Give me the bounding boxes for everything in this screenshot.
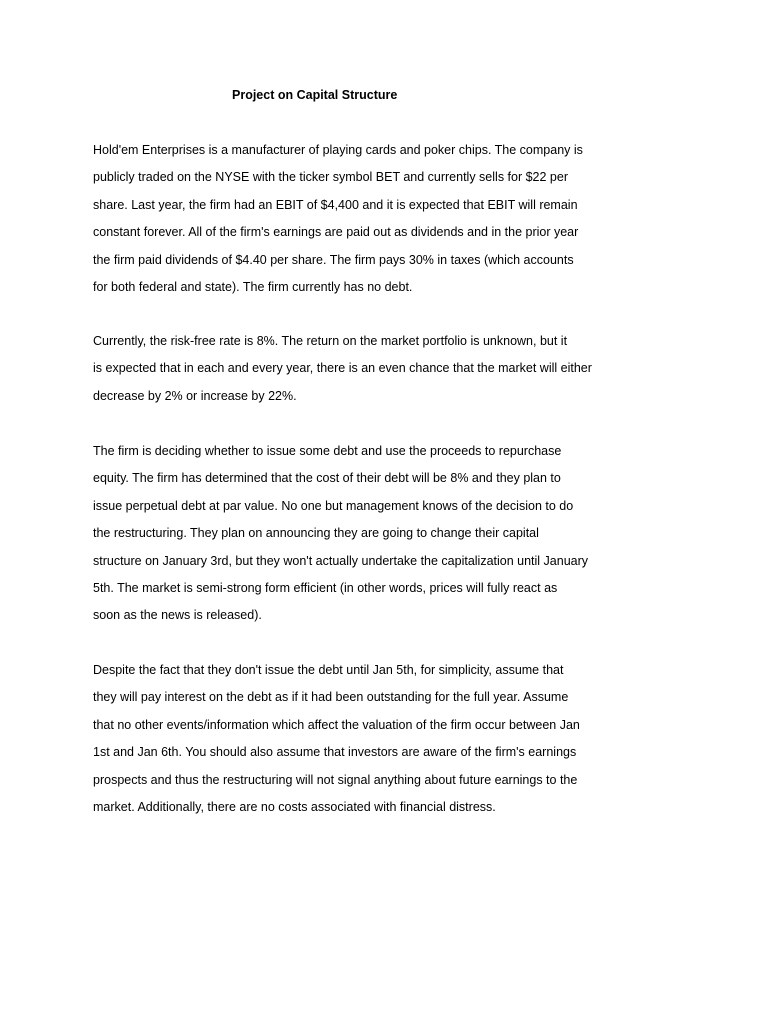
text-line: 5th. The market is semi-strong form efficient (in other words, prices will fully react as <box>93 580 558 595</box>
text-line: that no other events/information which affect the valuation of the firm occur between Jan <box>93 717 580 732</box>
text-line: issue perpetual debt at par value. No one but management knows of the decision to do <box>93 498 574 513</box>
text-line: for both federal and state). The firm currently has no debt. <box>93 279 413 294</box>
text-line: Despite the fact that they don't issue the debt until Jan 5th, for simplicity, assume that <box>93 663 564 677</box>
text-line: constant forever. All of the firm's earnings are paid out as dividends and in the prior year <box>93 225 579 240</box>
text-line: prospects and thus the restructuring will not signal anything about future earnings to the <box>93 772 578 787</box>
text-line: the restructuring. They plan on announcing they are going to change their capital <box>93 526 539 541</box>
text-line: the firm paid dividends of $4.40 per share. The firm pays 30% in taxes (which accounts <box>93 252 574 267</box>
text-line: they will pay interest on the debt as if it had been outstanding for the full year. Assume <box>93 690 569 705</box>
text-line: soon as the news is released). <box>93 608 262 623</box>
text-line: is expected that in each and every year, there is an even chance that the market will either <box>93 361 592 376</box>
paragraph-market-rates <box>93 328 633 410</box>
text-line: The firm is deciding whether to issue some debt and use the proceeds to repurchase <box>93 444 562 458</box>
text-line: 1st and Jan 6th. You should also assume that investors are aware of the firm's earnings <box>93 745 577 760</box>
text-line: publicly traded on the NYSE with the ticker symbol BET and currently sells for $22 per <box>93 170 568 185</box>
paragraph-assumptions <box>93 657 633 821</box>
text-line: share. Last year, the firm had an EBIT of $4,400 and it is expected that EBIT will remain <box>93 197 578 212</box>
text-line: market. Additionally, there are no costs associated with financial distress. <box>93 799 496 814</box>
text-line: Hold'em Enterprises is a manufacturer of playing cards and poker chips. The company is <box>93 143 583 157</box>
paragraph-company-background <box>93 137 633 301</box>
text-line: Currently, the risk-free rate is 8%. The return on the market portfolio is unknown, but it <box>93 334 568 348</box>
document-title: Project on Capital Structure <box>232 88 398 102</box>
text-line: equity. The firm has determined that the cost of their debt will be 8% and they plan to <box>93 471 561 486</box>
paragraph-debt-decision <box>93 438 633 630</box>
text-line: structure on January 3rd, but they won't actually undertake the capitalization until January <box>93 553 589 568</box>
text-line: decrease by 2% or increase by 22%. <box>93 388 297 403</box>
